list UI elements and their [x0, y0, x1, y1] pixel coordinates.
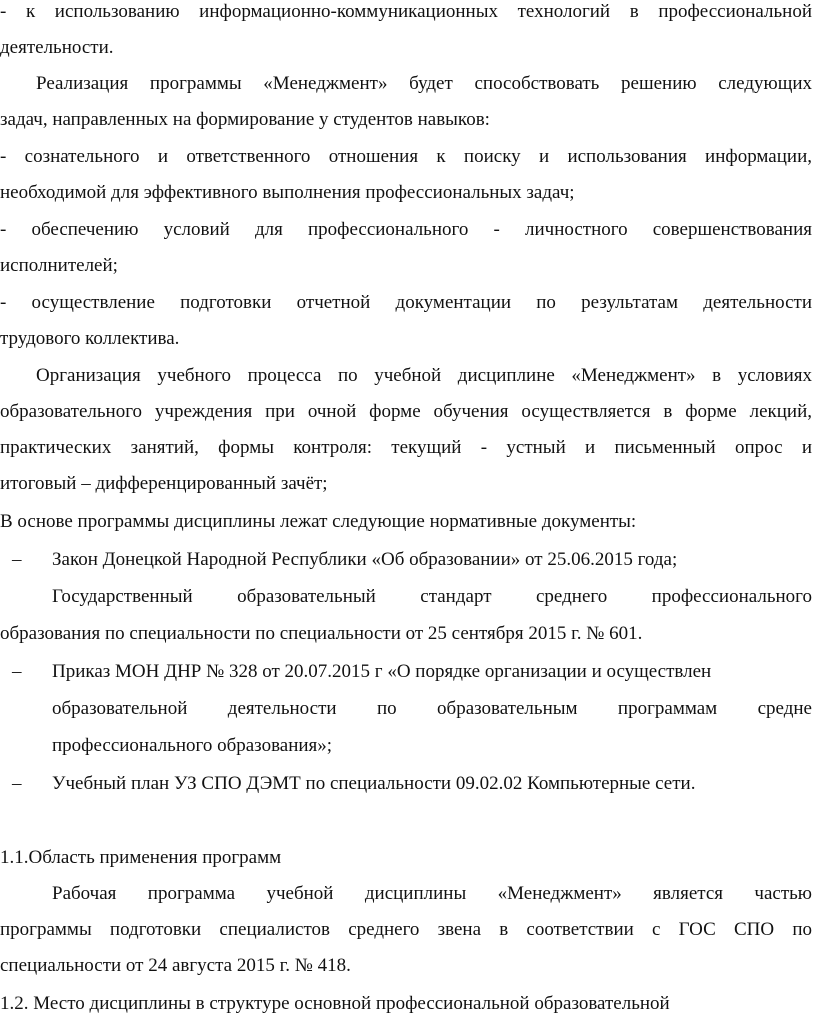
section-heading: 1.1.Область применения программ: [0, 847, 282, 868]
text-line: трудового коллектива.: [0, 328, 180, 349]
text-line: итоговый – дифференцированный зачёт;: [0, 473, 328, 494]
text-line: В основе программы дисциплины лежат следующие нормативные документы:: [0, 511, 637, 532]
text-line: - обеспечению условий для профессионального - личностного совершенствования: [0, 219, 812, 240]
text-line: программы подготовки специалистов среднего звена в соответствии с ГОС СПО по: [0, 919, 812, 940]
list-item: Приказ МОН ДНР № 328 от 20.07.2015 г «О порядке организации и осуществлен: [52, 661, 712, 682]
text-line: исполнителей;: [0, 255, 118, 276]
paragraph-first-line: Рабочая программа учебной дисциплины «Менеджмент» является частью: [52, 883, 812, 904]
text-line: специальности от 24 августа 2015 г. № 418.: [0, 955, 351, 976]
text-line: деятельности.: [0, 37, 114, 58]
paragraph-first-line: Реализация программы «Менеджмент» будет способствовать решению следующих: [36, 73, 812, 94]
bullet-dash: –: [12, 773, 22, 794]
text-line: практических занятий, формы контроля: текущий - устный и письменный опрос и: [0, 437, 812, 458]
text-line: - к использованию информационно-коммуникационных технологий в профессиональной: [0, 1, 812, 22]
text-line: - сознательного и ответственного отношения к поиску и использования информации,: [0, 146, 812, 167]
text-line: образовательного учреждения при очной форме обучения осуществляется в форме лекций,: [0, 401, 812, 422]
text-line: образования по специальности по специальности от 25 сентября 2015 г. № 601.: [0, 623, 643, 644]
text-line: задач, направленных на формирование у студентов навыков:: [0, 109, 490, 130]
list-item: Учебный план УЗ СПО ДЭМТ по специальности 09.02.02 Компьютерные сети.: [52, 773, 696, 794]
text-line: - осуществление подготовки отчетной документации по результатам деятельности: [0, 292, 812, 313]
bullet-dash: –: [12, 549, 22, 570]
list-item-continuation: профессионального образования»;: [52, 735, 333, 756]
list-item-continuation: образовательной деятельности по образовательным программам средне: [52, 698, 812, 719]
text-line: необходимой для эффективного выполнения профессиональных задач;: [0, 182, 575, 203]
section-heading: 1.2. Место дисциплины в структуре основной профессиональной образовательной: [0, 993, 670, 1014]
bullet-dash: –: [12, 661, 22, 682]
list-item: Закон Донецкой Народной Республики «Об образовании» от 25.06.2015 года;: [52, 549, 678, 570]
list-item: Государственный образовательный стандарт среднего профессионального: [52, 586, 812, 607]
paragraph-first-line: Организация учебного процесса по учебной дисциплине «Менеджмент» в условиях: [36, 365, 812, 386]
